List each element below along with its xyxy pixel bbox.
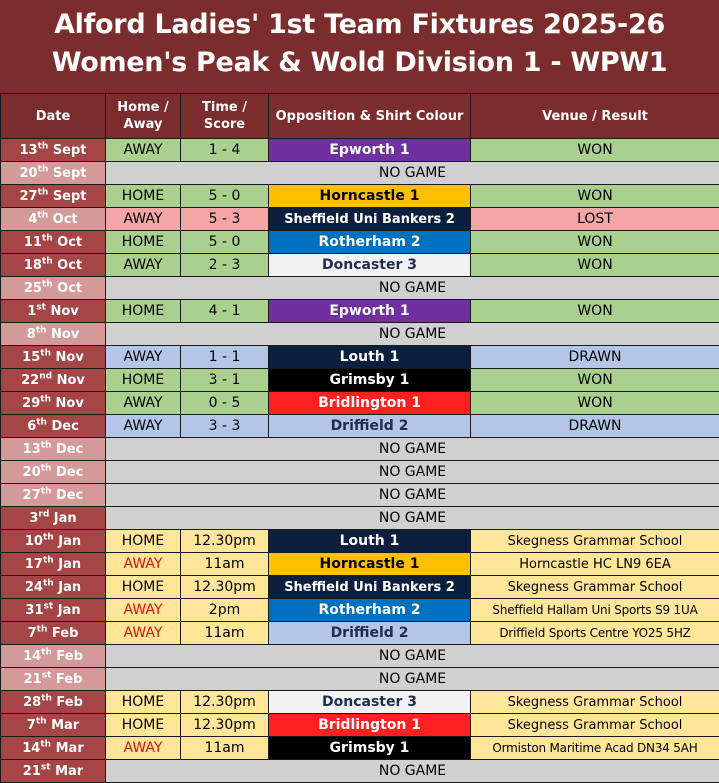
fixture-date-day: 15: [22, 349, 41, 365]
opposition-cell: Louth 1: [269, 346, 471, 369]
header-time-score: [181, 94, 269, 139]
opposition-cell: Horncastle 1: [269, 553, 471, 576]
fixture-row: [1, 346, 719, 369]
fixture-date-suffix: th: [40, 348, 51, 359]
home-away-cell: AWAY: [106, 415, 181, 438]
fixture-row: [1, 438, 719, 461]
opposition-cell: Grimsby 1: [269, 369, 471, 392]
fixture-date: [1, 438, 106, 461]
fixture-date-month: Feb: [55, 671, 83, 687]
fixture-date: [1, 139, 106, 162]
fixture-row: [1, 162, 719, 185]
time-score-cell: 5 - 0: [181, 185, 269, 208]
fixture-date-month: Jan: [53, 510, 77, 526]
fixture-date: [1, 415, 106, 438]
fixture-row: [1, 254, 719, 277]
fixture-date-suffix: th: [41, 647, 52, 658]
fixture-date-day: 14: [23, 648, 42, 664]
header-home-away: [106, 94, 181, 139]
fixture-date-suffix: th: [40, 486, 52, 497]
fixture-date-day: 21: [22, 763, 41, 779]
header-date: Date: [1, 94, 106, 139]
fixture-date: [1, 714, 106, 737]
sheet-title: Alford Ladies' 1st Team Fixtures 2025-26: [54, 9, 665, 40]
home-away-cell: HOME: [106, 185, 181, 208]
fixture-row: [1, 415, 719, 438]
fixture-date: [1, 254, 106, 277]
opposition-cell: Bridlington 1: [269, 392, 471, 415]
fixture-date: [1, 530, 106, 553]
fixture-date-suffix: th: [42, 578, 54, 589]
fixture-date: [1, 185, 106, 208]
home-away-cell: AWAY: [106, 553, 181, 576]
fixture-row: [1, 668, 719, 691]
opposition-cell: Rotherham 2: [269, 599, 471, 622]
fixture-date-month: Mar: [55, 763, 84, 779]
fixture-date-month: Oct: [52, 211, 78, 227]
home-away-cell: AWAY: [106, 346, 181, 369]
opposition-cell: Sheffield Uni Bankers 2: [269, 576, 471, 599]
fixture-date: [1, 691, 106, 714]
fixture-row: [1, 599, 719, 622]
fixture-date-day: 27: [22, 487, 41, 503]
fixture-date-suffix: th: [35, 716, 47, 727]
opposition-cell: Epworth 1: [269, 139, 471, 162]
fixture-date-day: 18: [23, 257, 42, 273]
fixture-date-month: Oct: [57, 280, 83, 296]
home-away-cell: AWAY: [106, 139, 181, 162]
no-game-cell: NO GAME: [106, 507, 719, 530]
fixtures-table: [0, 93, 719, 783]
fixture-date-month: Feb: [51, 625, 79, 641]
fixture-date-suffix: th: [40, 739, 52, 750]
fixture-row: [1, 507, 719, 530]
opposition-cell: Epworth 1: [269, 300, 471, 323]
fixture-date: [1, 346, 106, 369]
home-away-cell: HOME: [106, 530, 181, 553]
header-home-away-line2: Away: [123, 117, 163, 132]
fixture-date: [1, 760, 106, 783]
fixture-date-day: 3: [29, 510, 39, 526]
fixture-date-suffix: st: [41, 670, 52, 681]
no-game-cell: NO GAME: [106, 461, 719, 484]
fixture-date: [1, 461, 106, 484]
result-cell: WON: [471, 139, 719, 162]
fixture-date: [1, 507, 106, 530]
opposition-cell: Driffield 2: [269, 622, 471, 645]
fixture-date: [1, 484, 106, 507]
fixture-date: [1, 576, 106, 599]
fixture-date-suffix: th: [41, 233, 53, 244]
fixture-date-suffix: th: [35, 325, 47, 336]
no-game-cell: NO GAME: [106, 645, 719, 668]
fixture-row: [1, 691, 719, 714]
fixture-date-day: 22: [21, 372, 40, 388]
fixture-date: [1, 300, 106, 323]
time-score-cell: 1 - 4: [181, 139, 269, 162]
fixture-date-month: Feb: [56, 648, 83, 664]
fixture-row: [1, 714, 719, 737]
fixture-date-suffix: th: [42, 532, 54, 543]
time-score-cell: 12.30pm: [181, 691, 269, 714]
fixture-date-day: 20: [22, 464, 41, 480]
no-game-cell: NO GAME: [106, 277, 719, 300]
fixture-date-suffix: st: [36, 302, 46, 313]
venue-cell: Sheffield Hallam Uni Sports S9 1UA: [471, 599, 719, 622]
header-time-score-line2: Score: [203, 117, 246, 132]
fixture-date: [1, 553, 106, 576]
fixture-date-day: 17: [24, 556, 43, 572]
fixture-date-suffix: th: [40, 463, 52, 474]
result-cell: WON: [471, 392, 719, 415]
time-score-cell: 5 - 0: [181, 231, 269, 254]
division-title: Women's Peak & Wold Division 1 - WPW1: [51, 47, 668, 78]
fixture-date-day: 11: [23, 234, 42, 250]
fixture-row: [1, 645, 719, 668]
header-opposition: Opposition & Shirt Colour: [269, 94, 471, 139]
fixture-row: [1, 553, 719, 576]
fixture-date-suffix: nd: [39, 371, 53, 382]
opposition-cell: Bridlington 1: [269, 714, 471, 737]
home-away-cell: AWAY: [106, 599, 181, 622]
fixtures-body: [1, 139, 719, 783]
fixture-date-month: Jan: [58, 556, 82, 572]
fixture-date-day: 7: [26, 717, 36, 733]
fixture-row: [1, 277, 719, 300]
fixture-date-month: Dec: [56, 464, 84, 480]
fixture-date-suffix: rd: [38, 509, 50, 520]
fixture-date: [1, 668, 106, 691]
fixture-date: [1, 599, 106, 622]
fixture-date-month: Oct: [57, 234, 83, 250]
fixture-row: [1, 622, 719, 645]
opposition-cell: Sheffield Uni Bankers 2: [269, 208, 471, 231]
fixture-date-suffix: th: [37, 141, 49, 152]
fixture-date-month: Nov: [55, 395, 84, 411]
home-away-cell: HOME: [106, 369, 181, 392]
fixture-date: [1, 162, 106, 185]
fixture-date-day: 13: [19, 142, 38, 158]
fixture-date-suffix: st: [40, 762, 51, 773]
fixture-date-day: 31: [25, 602, 44, 618]
venue-cell: Driffield Sports Centre YO25 5HZ: [471, 622, 719, 645]
fixture-date-day: 24: [24, 579, 43, 595]
fixture-date-month: Sept: [52, 188, 87, 204]
fixture-date: [1, 277, 106, 300]
fixture-date-suffix: th: [37, 210, 49, 221]
fixture-date-month: Dec: [56, 441, 84, 457]
home-away-cell: AWAY: [106, 208, 181, 231]
time-score-cell: 12.30pm: [181, 576, 269, 599]
time-score-cell: 0 - 5: [181, 392, 269, 415]
fixture-date: [1, 645, 106, 668]
fixture-date-month: Jan: [58, 533, 82, 549]
fixture-date: [1, 323, 106, 346]
result-cell: DRAWN: [471, 346, 719, 369]
fixture-date-suffix: th: [40, 394, 51, 405]
header-time-score-line1: Time /: [202, 100, 247, 115]
opposition-cell: Grimsby 1: [269, 737, 471, 760]
venue-cell: Ormiston Maritime Acad DN34 5AH: [471, 737, 719, 760]
fixture-date: [1, 208, 106, 231]
opposition-cell: Doncaster 3: [269, 691, 471, 714]
opposition-cell: Rotherham 2: [269, 231, 471, 254]
fixture-date-day: 1: [27, 303, 37, 319]
time-score-cell: 11am: [181, 553, 269, 576]
fixture-row: [1, 185, 719, 208]
home-away-cell: AWAY: [106, 254, 181, 277]
time-score-cell: 5 - 3: [181, 208, 269, 231]
fixture-date-day: 10: [24, 533, 43, 549]
fixture-date-month: Oct: [57, 257, 83, 273]
home-away-cell: HOME: [106, 714, 181, 737]
fixture-date-day: 8: [26, 326, 36, 342]
fixture-row: [1, 139, 719, 162]
fixture-date: [1, 392, 106, 415]
fixture-date-suffix: st: [43, 601, 54, 612]
time-score-cell: 12.30pm: [181, 530, 269, 553]
fixture-date: [1, 369, 106, 392]
fixture-row: [1, 484, 719, 507]
fixture-date-suffix: th: [41, 256, 53, 267]
fixture-date-month: Mar: [55, 740, 84, 756]
venue-cell: Skegness Grammar School: [471, 714, 719, 737]
no-game-cell: NO GAME: [106, 323, 719, 346]
no-game-cell: NO GAME: [106, 760, 719, 783]
header-home-away-line1: Home /: [117, 100, 169, 115]
time-score-cell: 3 - 3: [181, 415, 269, 438]
fixture-date-suffix: th: [41, 279, 53, 290]
title-block: [0, 0, 719, 93]
fixture-date-day: 28: [23, 694, 42, 710]
home-away-cell: HOME: [106, 576, 181, 599]
fixture-date-month: Sept: [52, 165, 87, 181]
fixture-date-day: 25: [23, 280, 42, 296]
time-score-cell: 3 - 1: [181, 369, 269, 392]
fixture-row: [1, 208, 719, 231]
fixture-date-suffix: th: [37, 187, 49, 198]
fixture-date: [1, 622, 106, 645]
header-row: [1, 94, 719, 139]
fixture-date-suffix: th: [42, 555, 54, 566]
result-cell: WON: [471, 300, 719, 323]
fixture-row: [1, 461, 719, 484]
fixture-row: [1, 323, 719, 346]
fixture-date-suffix: th: [37, 164, 49, 175]
fixture-date-month: Nov: [55, 349, 84, 365]
home-away-cell: AWAY: [106, 737, 181, 760]
home-away-cell: AWAY: [106, 392, 181, 415]
opposition-cell: Louth 1: [269, 530, 471, 553]
fixture-date-month: Sept: [52, 142, 87, 158]
no-game-cell: NO GAME: [106, 484, 719, 507]
fixture-date-day: 6: [27, 418, 37, 434]
fixture-date-month: Nov: [51, 326, 80, 342]
fixture-date-month: Mar: [51, 717, 80, 733]
result-cell: LOST: [471, 208, 719, 231]
fixture-date-day: 21: [23, 671, 42, 687]
fixture-row: [1, 530, 719, 553]
time-score-cell: 4 - 1: [181, 300, 269, 323]
venue-cell: Horncastle HC LN9 6EA: [471, 553, 719, 576]
no-game-cell: NO GAME: [106, 438, 719, 461]
fixture-row: [1, 300, 719, 323]
fixture-date: [1, 737, 106, 760]
home-away-cell: AWAY: [106, 622, 181, 645]
result-cell: WON: [471, 254, 719, 277]
header-venue: Venue / Result: [471, 94, 719, 139]
venue-cell: Skegness Grammar School: [471, 530, 719, 553]
fixture-row: [1, 231, 719, 254]
fixture-date-month: Dec: [51, 418, 79, 434]
fixture-row: [1, 737, 719, 760]
fixture-date-suffix: th: [36, 624, 48, 635]
no-game-cell: NO GAME: [106, 668, 719, 691]
time-score-cell: 1 - 1: [181, 346, 269, 369]
opposition-cell: Doncaster 3: [269, 254, 471, 277]
venue-cell: Skegness Grammar School: [471, 691, 719, 714]
home-away-cell: HOME: [106, 231, 181, 254]
opposition-cell: Horncastle 1: [269, 185, 471, 208]
fixture-date-day: 13: [22, 441, 41, 457]
fixture-date: [1, 231, 106, 254]
home-away-cell: HOME: [106, 300, 181, 323]
fixture-row: [1, 576, 719, 599]
fixture-row: [1, 760, 719, 783]
result-cell: WON: [471, 231, 719, 254]
time-score-cell: 11am: [181, 737, 269, 760]
fixture-date-day: 27: [19, 188, 38, 204]
opposition-cell: Driffield 2: [269, 415, 471, 438]
fixture-row: [1, 392, 719, 415]
fixture-date-day: 14: [22, 740, 41, 756]
time-score-cell: 11am: [181, 622, 269, 645]
time-score-cell: 12.30pm: [181, 714, 269, 737]
venue-cell: Skegness Grammar School: [471, 576, 719, 599]
fixture-date-day: 4: [28, 211, 38, 227]
fixture-date-suffix: th: [41, 693, 52, 704]
time-score-cell: 2pm: [181, 599, 269, 622]
fixture-date-month: Feb: [56, 694, 83, 710]
time-score-cell: 2 - 3: [181, 254, 269, 277]
fixture-date-month: Jan: [58, 579, 82, 595]
fixture-date-month: Nov: [50, 303, 79, 319]
result-cell: WON: [471, 369, 719, 392]
fixture-date-month: Dec: [56, 487, 84, 503]
fixture-row: [1, 369, 719, 392]
fixture-date-suffix: th: [36, 417, 47, 428]
fixture-date-day: 20: [19, 165, 38, 181]
fixture-date-suffix: th: [40, 440, 52, 451]
home-away-cell: HOME: [106, 691, 181, 714]
no-game-cell: NO GAME: [106, 162, 719, 185]
result-cell: DRAWN: [471, 415, 719, 438]
result-cell: WON: [471, 185, 719, 208]
fixture-date-month: Nov: [56, 372, 85, 388]
fixture-date-month: Jan: [57, 602, 81, 618]
fixture-date-day: 29: [22, 395, 41, 411]
fixture-date-day: 7: [27, 625, 37, 641]
